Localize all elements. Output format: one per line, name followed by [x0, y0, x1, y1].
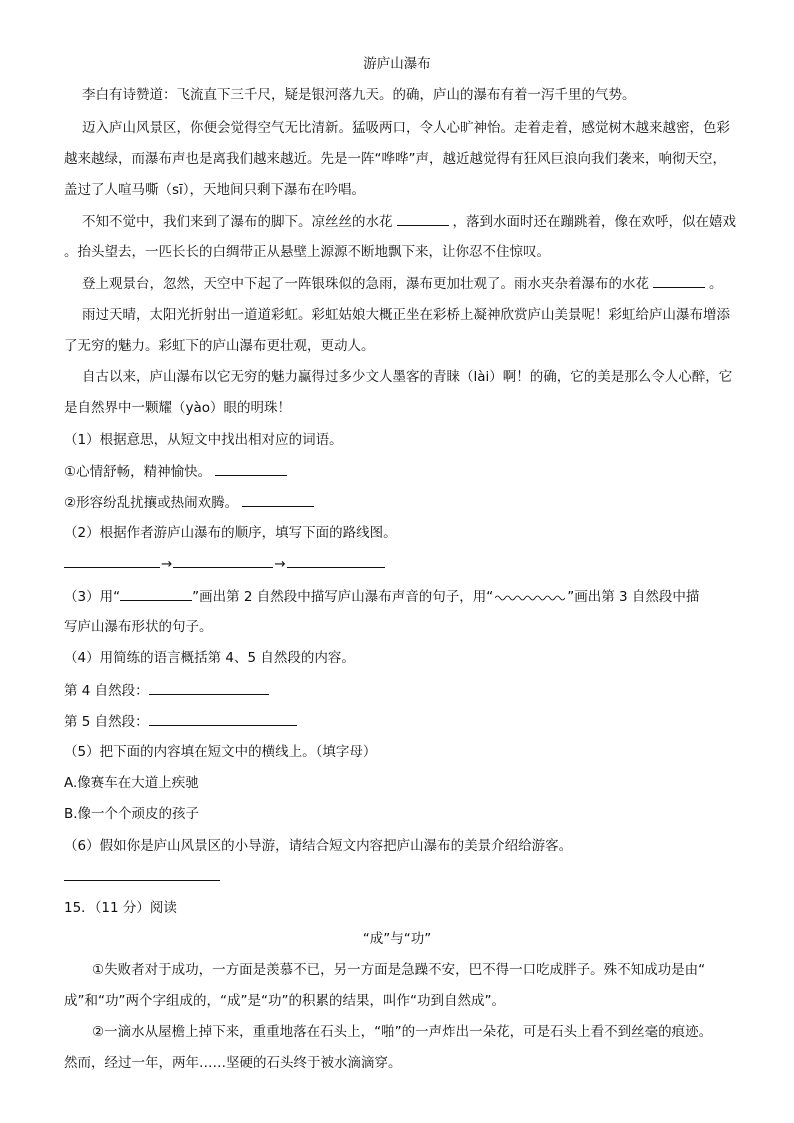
question-4-para-5 [64, 711, 297, 732]
question-1-item-a [64, 461, 291, 482]
question-15-header: 15．（11 分）阅读 [64, 900, 177, 916]
question-5-option-a: A.像赛车在大道上疾驰 [64, 775, 199, 791]
question-6: （6）假如你是庐山风景区的小导游，请结合短文内容把庐山瀑布的美景介绍给游客。 [64, 838, 573, 854]
paragraph-3-line-2: 。抬头望去，一匹长长的白绸带正从悬壁上源源不断地飘下来，让你忍不住惊叹。 [64, 244, 550, 260]
question-3-line-2: 写庐山瀑布形状的句子。 [64, 619, 213, 635]
route-blank-3[interactable] [287, 553, 385, 568]
paragraph-4 [82, 273, 723, 294]
paragraph-5-line-1: 雨过天晴，太阳光折射出一道道彩虹。彩虹姑娘大概正坐在彩桥上凝神欣赏庐山美景呢！彩虹给庐山瀑布增添 [82, 307, 730, 323]
route-arrow-2: → [274, 556, 286, 572]
paragraph-2-line-2: 越来越绿，而瀑布声也是离我们越来越近。先是一阵“哗哗”声，越近越觉得有狂风巨浪向我们袭来，响彻天空， [64, 151, 726, 167]
question-2: （2）根据作者游庐山瀑布的顺序，填写下面的路线图。 [64, 525, 397, 541]
paragraph-6-line-1: 自古以来，庐山瀑布以它无穷的魅力赢得过多少文人墨客的青睐（lài）啊！的确，它的美是那么令人心醉，它 [82, 369, 733, 385]
paragraph-1: 李白有诗赞道：飞流直下三千尺，疑是银河落九天。的确，庐山的瀑布有着一泻千里的气势。 [82, 87, 636, 103]
paragraph-3-line-1 [82, 211, 736, 232]
answer-blank-q1-a[interactable] [215, 461, 287, 476]
paragraph-4-text: 登上观景台，忽然，天空中下起了一阵银珠似的急雨，瀑布更加壮观了。雨水夹杂着瀑布的水花 [82, 276, 649, 292]
paragraph-5-line-2: 了无穷的魅力。彩虹下的庐山瀑布更壮观，更动人。 [64, 338, 375, 354]
route-blank-2[interactable] [173, 553, 273, 568]
paragraph-2-line-3: 盖过了人喧马嘶（sī），天地间只剩下瀑布在吟唱。 [64, 182, 366, 198]
question-1-item-b [64, 492, 318, 513]
question-3-text-b: ”画出第 2 自然段中描写庐山瀑布声音的句子，用“ [192, 589, 494, 605]
answer-blank-q6[interactable] [64, 866, 220, 881]
answer-blank-waterfall-2[interactable] [653, 273, 705, 288]
question-3-text-c: ”画出第 3 自然段中描 [567, 589, 700, 605]
question-5-option-b: B.像一个个顽皮的孩子 [64, 806, 200, 822]
answer-blank-q4-para-4[interactable] [149, 680, 269, 695]
question-3-text-a: （3）用“ [64, 589, 121, 605]
answer-blank-q1-b[interactable] [242, 492, 314, 507]
q15-paragraph-2-line-1: ②一滴水从屋檐上掉下来，重重地落在石头上，“啪”的一声炸出一朵花，可是石头上看不到丝毫的痕迹。 [92, 1024, 713, 1040]
paragraph-3-text-a: 不知不觉中，我们来到了瀑布的脚下。凉丝丝的水花 [82, 214, 393, 230]
question-1-item-a-text: ①心情舒畅，精神愉快。 [64, 464, 212, 480]
paragraph-3-text-b: ，落到水面时还在蹦跳着，像在欢呼，似在嬉戏 [452, 214, 736, 230]
passage-title: 游庐山瀑布 [363, 56, 431, 72]
q15-paragraph-2-line-2: 然而，经过一年，两年……坚硬的石头终于被水滴滴穿。 [64, 1055, 402, 1071]
question-3-line-1 [64, 586, 699, 607]
question-6-answer-line [64, 866, 220, 887]
route-arrow-1: → [161, 556, 173, 572]
question-15-title: “成”与“功” [362, 931, 432, 947]
question-4-para-5-label: 第 5 自然段： [64, 714, 149, 730]
q15-paragraph-1-line-1: ①失败者对于成功，一方面是羡慕不已，另一方面是急躁不安，巴不得一口吃成胖子。殊不知成功是由“ [92, 962, 706, 978]
straight-underline-sample [120, 586, 192, 601]
answer-blank-q4-para-5[interactable] [149, 711, 297, 726]
question-5: （5）把下面的内容填在短文中的横线上。（填字母） [64, 744, 377, 760]
question-1-item-b-text: ②形容纷乱扰攘或热闹欢腾。 [64, 495, 239, 511]
paragraph-6-line-2: 是自然界中一颗耀（yào）眼的明珠！ [64, 400, 292, 416]
route-blank-1[interactable] [64, 553, 160, 568]
answer-blank-waterfall-1[interactable] [397, 211, 449, 226]
wavy-underline-sample [495, 592, 565, 602]
route-diagram [64, 553, 385, 574]
question-4-para-4 [64, 680, 269, 701]
question-1: （1）根据意思，从短文中找出相对应的词语。 [64, 432, 343, 448]
question-4-para-4-label: 第 4 自然段： [64, 683, 149, 699]
paragraph-2-line-1: 迈入庐山风景区，你便会觉得空气无比清新。猛吸两口，令人心旷神怡。走着走着，感觉树木越来越密，色彩 [82, 120, 730, 136]
q15-paragraph-1-line-2: 成”和“功”两个字组成的，“成”是“功”的积累的结果，叫作“功到自然成”。 [64, 993, 505, 1009]
question-4: （4）用简练的语言概括第 4、5 自然段的内容。 [64, 650, 355, 666]
paragraph-4-period: 。 [709, 276, 723, 292]
